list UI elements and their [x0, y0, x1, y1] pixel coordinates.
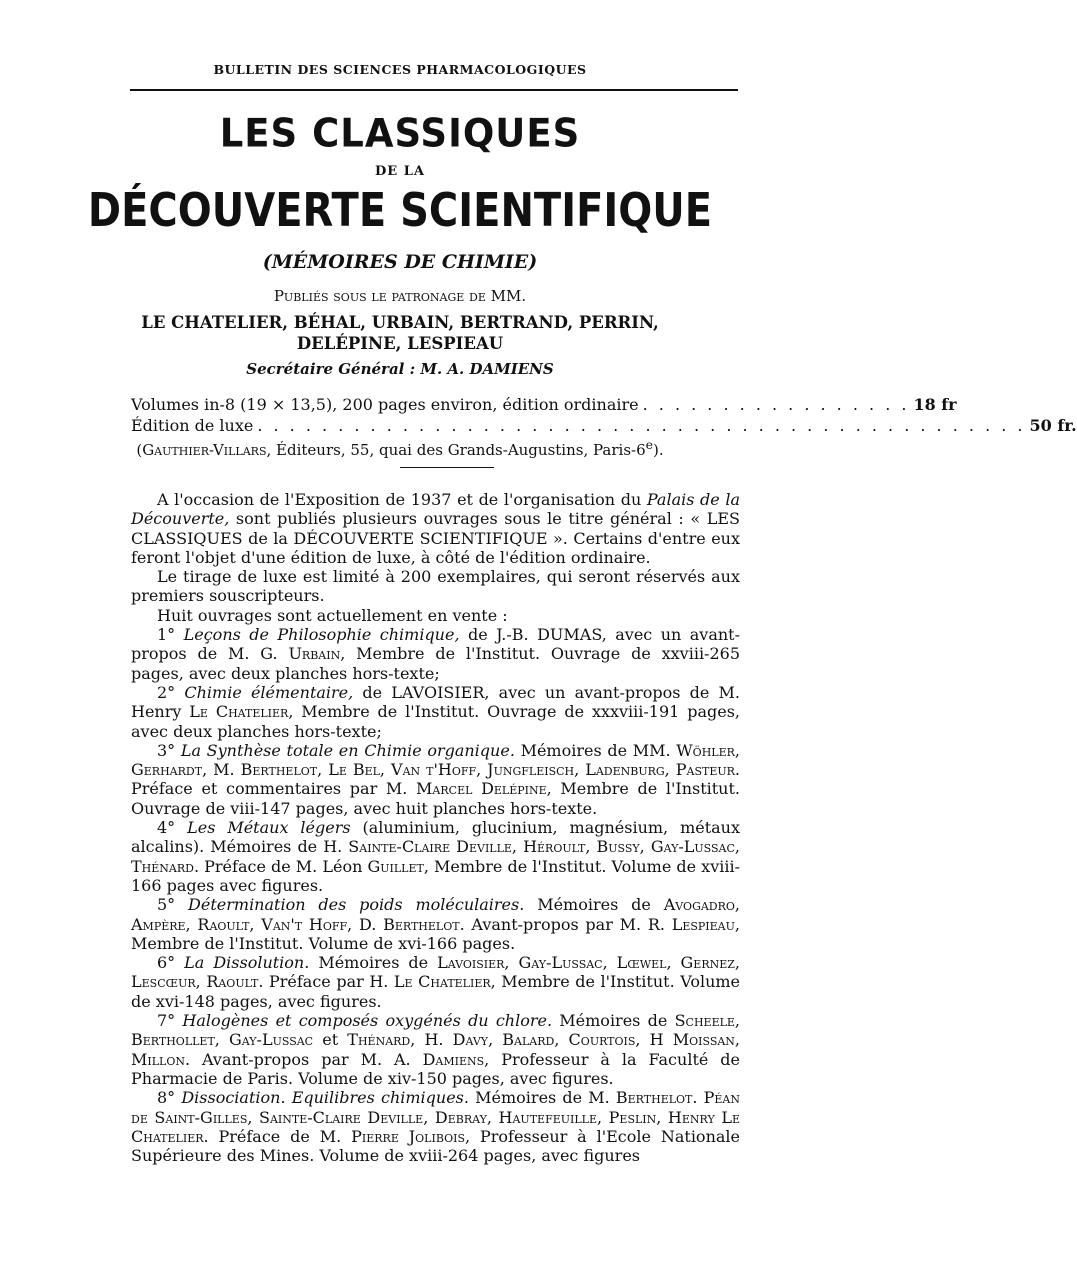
- patronage-label: Publiés sous le patronage de MM.: [273, 287, 527, 305]
- list-item: 6° La Dissolution. Mémoires de Lavoisier, Gay-Lussac, Lœwel, Gernez, Lescœur, Raoult. Préface par H. Le Chatelier, Membre de l'Institut. Volume de xvi-148 pages, avec figures.: [131, 953, 741, 1011]
- list-item: 2° Chimie élémentaire, de LAVOISIER, avec un avant-propos de M. Henry Le Chatelier, Membre de l'Institut. Ouvrage de xxxviii-191 pages, avec deux planches hors-texte;: [131, 682, 741, 741]
- publisher-line: (Gauthier-Villars, Éditeurs, 55, quai des Grands-Augustins, Paris-6e).: [136, 437, 664, 459]
- list-item: 1° Leçons de Philosophie chimique, de J.-B. DUMAS, avec un avant-propos de M. G. Urbain, Membre de l'Institut. Ouvrage de xxviii-265 pages, avec deux planches hors-texte;: [131, 625, 741, 683]
- price-line-ordinary: [131, 395, 957, 414]
- price-line-luxe: [131, 416, 1077, 435]
- price-amount: 50 fr.: [1029, 416, 1077, 435]
- patron-names-line2: DELÉPINE, LESPIEAU: [296, 334, 504, 353]
- list-item: 7° Halogènes et composés oxygénés du chlore. Mémoires de Scheele, Berthollet, Gay-Lussac et Thénard, H. Davy, Balard, Courtois, H Moissan, Millon. Avant-propos par M. A. Damiens, Professeur à la Faculté de Pharmacie de Paris. Volume de xiv-150 pages, avec figures.: [131, 1011, 741, 1088]
- body-text: [131, 490, 740, 1165]
- patron-names: [0, 312, 800, 354]
- list-item: 4° Les Métaux légers (aluminium, glucinium, magnésium, métaux alcalins). Mémoires de H. Sainte-Claire Deville, Héroult, Bussy, Gay-Lussac, Thénard. Préface de M. Léon Guillet, Membre de l'Institut. Volume de xviii-166 pages avec figures.: [131, 818, 741, 895]
- patron-names-line1: LE CHATELIER, BÉHAL, URBAIN, BERTRAND, PERRIN,: [141, 313, 659, 332]
- leader-dots: . . . . . . . . . . . . . . . . .: [642, 395, 910, 414]
- publisher-address: , Éditeurs, 55, quai des Grands-Augustins, Paris-6: [266, 441, 646, 459]
- paragraph-luxe: Le tirage de luxe est limité à 200 exemplaires, qui seront réservés aux premiers souscripteurs.: [131, 567, 740, 606]
- list-item: 5° Détermination des poids moléculaires. Mémoires de Avogadro, Ampère, Raoult, Van't Hoff, D. Berthelot. Avant-propos par M. R. Lespieau, Membre de l'Institut. Volume de xvi-166 pages.: [131, 895, 741, 953]
- price-label: Volumes in-8 (19 × 13,5), 200 pages environ, édition ordinaire: [131, 395, 639, 414]
- list-item: 8° Dissociation. Equilibres chimiques. Mémoires de M. Berthelot. Péan de Saint-Gilles, Sainte-Claire Deville, Debray, Hautefeuille, Peslin, Henry Le Chatelier. Préface de M. Pierre Jolibois, Professeur à l'Ecole Nationale Supérieure des Mines. Volume de xviii-264 pages, avec figures: [131, 1088, 740, 1166]
- list-item: 3° La Synthèse totale en Chimie organique. Mémoires de MM. Wöhler, Gerhardt, M. Berthelot, Le Bel, Van t'Hoff, Jungfleisch, Ladenburg, Pasteur. Préface et commentaires par M. Marcel Delépine, Membre de l'Institut. Ouvrage de viii-147 pages, avec huit planches hors-texte.: [131, 740, 741, 818]
- price-amount: 18 fr: [913, 395, 957, 414]
- paragraph-intro: A l'occasion de l'Exposition de 1937 et de l'organisation du Palais de la Découverte, sont publiés plusieurs ouvrages sous le titre général : « LES CLASSIQUES de la DÉCOUVERTE SCIENTIFIQUE ». Certains d'entre eux feront l'objet d'une édition de luxe, à côté de l'édition ordinaire.: [131, 490, 740, 567]
- publisher-close: ).: [653, 441, 664, 459]
- section-rule: [400, 467, 494, 468]
- publisher-sup: e: [645, 437, 654, 452]
- publisher-name: Gauthier-Villars: [142, 441, 267, 459]
- header-rule: [130, 89, 738, 91]
- running-header: BULLETIN DES SCIENCES PHARMACOLOGIQUES: [213, 62, 587, 77]
- subtitle: (MÉMOIRES DE CHIMIE): [262, 251, 538, 273]
- title-line1: LES CLASSIQUES: [219, 110, 581, 157]
- title-connector: DE LA: [375, 164, 425, 179]
- leader-dots: . . . . . . . . . . . . . . . . . . . . . . . . . . . . . . . . . . . . . . . . . . . . . . . .: [257, 416, 1026, 435]
- secretary-general: Secrétaire Général : M. A. DAMIENS: [246, 360, 554, 378]
- price-label: Édition de luxe: [131, 416, 254, 435]
- title-line2: DÉCOUVERTE SCIENTIFIQUE: [87, 184, 713, 238]
- paragraph-list-intro: Huit ouvrages sont actuellement en vente :: [157, 605, 508, 625]
